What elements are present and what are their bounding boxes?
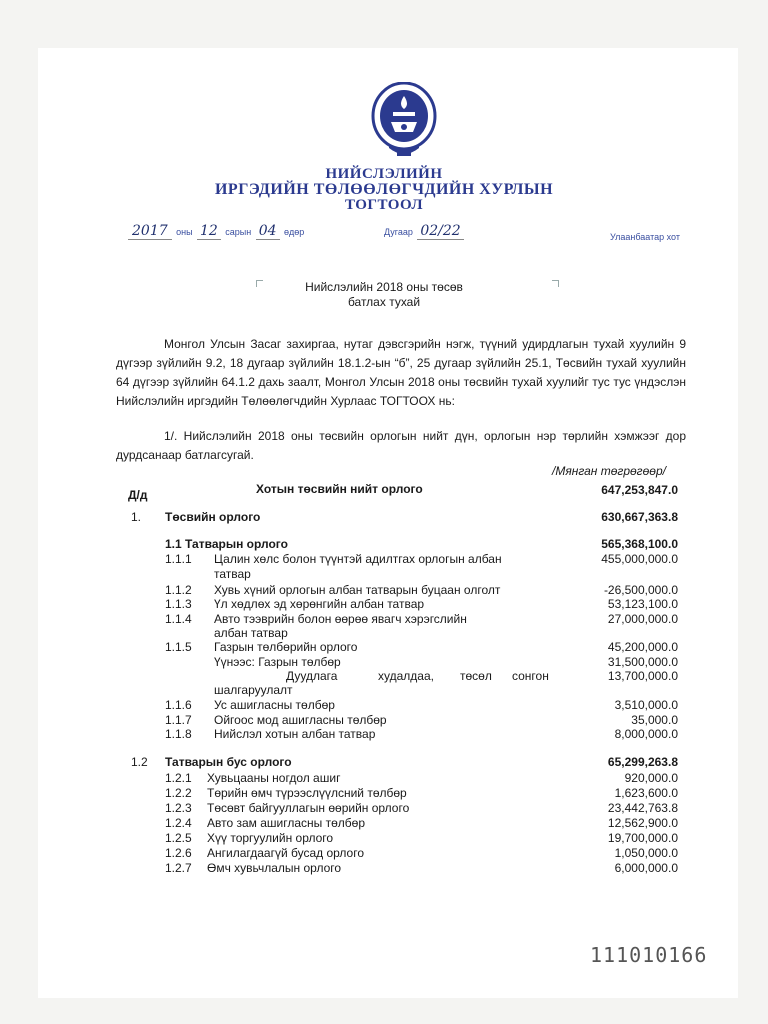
row-number: 1.2.5 xyxy=(165,831,192,845)
row-number: 1.1.4 xyxy=(165,612,192,626)
row-label: Авто тээврийн болон өөрөө явагч хэрэгслийн xyxy=(214,612,467,626)
row-label: Төрийн өмч түрээслүүлсний төлбөр xyxy=(207,786,407,800)
row-sublabel-word: Дуудлага xyxy=(286,669,338,683)
total-label: Хотын төсвийн нийт орлого xyxy=(256,482,423,496)
row-value: 27,000,000.0 xyxy=(607,612,678,626)
row-label: Хүү торгуулийн орлого xyxy=(207,831,334,845)
serial-stamp: 111010166 xyxy=(590,943,708,967)
row-label: Төсөвт байгууллагын өөрийн орлого xyxy=(207,801,410,815)
org-name-line1: НИЙСЛЭЛИЙН xyxy=(325,166,443,182)
date-month: 12 xyxy=(197,223,221,240)
section-1-number: 1. xyxy=(131,510,142,524)
row-value: 8,000,000.0 xyxy=(614,727,678,741)
row-number: 1.2.1 xyxy=(165,771,192,785)
row-sublabel-word: төсөл xyxy=(460,669,492,683)
row-number: 1.2.6 xyxy=(165,846,192,860)
row-label: Цалин хөлс болон түүнтэй адилтгах орлогын албан xyxy=(214,552,502,566)
org-name-line2: ИРГЭДИЙН ТӨЛӨӨЛӨГЧДИЙН ХУРЛЫН xyxy=(214,181,554,198)
row-value: 920,000.0 xyxy=(624,771,678,785)
row-label: Хувьцааны ногдол ашиг xyxy=(207,771,341,785)
preamble-paragraph: Монгол Улсын Засаг захиргаа, нутаг дэвсгэрийн нэгж, түүний удирдлагын тухай хуулийн 9 дүгээр зүйлийн 9.2, 18 дугаар зүйлийн 18.1.2-ын “б”, 25 дугаар зүйлийн 25.1, Төсвийн тухай хуулийн 64 дүгээр зүйлийн 64.1.2 дахь заалт, Монгол Улсын 2018 оны төсвийн тухай хуулийг тус тус үндэслэн Нийслэлийн иргэдийн Төлөөлөгчдийн Хурлаас ТОГТООХ нь: xyxy=(116,337,686,408)
row-label-continued: албан татвар xyxy=(214,626,288,640)
row-number: 1.1.1 xyxy=(165,552,192,566)
number-label: Дугаар xyxy=(384,227,413,237)
row-value: 45,200,000.0 xyxy=(607,640,678,654)
row-number: 1.1.6 xyxy=(165,698,192,712)
section-1-label: Төсвийн орлого xyxy=(165,510,261,524)
row-label: Нийслэл хотын албан татвар xyxy=(214,727,376,741)
row-label-continued: татвар xyxy=(214,567,251,581)
group-1-1-label: 1.1 Татварын орлого xyxy=(165,537,288,551)
row-number: 1.2.7 xyxy=(165,861,192,875)
place: Улаанбаатар хот xyxy=(610,232,680,242)
row-label: Өмч хувьчлалын орлого xyxy=(207,861,342,875)
row-label: Ус ашигласны төлбөр xyxy=(214,698,335,712)
row-subvalue: 13,700,000.0 xyxy=(607,669,678,683)
document-type: ТОГТООЛ xyxy=(344,197,424,213)
row-number: 1.1.5 xyxy=(165,640,192,654)
row-subvalue: 31,500,000.0 xyxy=(607,655,678,669)
row-value: 53,123,100.0 xyxy=(607,597,678,611)
row-number: 1.1.7 xyxy=(165,713,192,727)
column-number-header: Д/д xyxy=(128,488,148,502)
title-line1: Нийслэлийн 2018 оны төсөв xyxy=(305,280,463,294)
row-label: Үл хөдлөх эд хөрөнгийн албан татвар xyxy=(214,597,425,611)
document-number: 02/22 xyxy=(417,223,463,240)
row-sublabel-word: сонгон xyxy=(512,669,549,683)
row-value: -26,500,000.0 xyxy=(603,583,678,597)
row-value: 23,442,763.8 xyxy=(607,801,678,815)
total-value: 647,253,847.0 xyxy=(601,483,678,497)
row-value: 19,700,000.0 xyxy=(607,831,678,845)
section-1-value: 630,667,363.8 xyxy=(601,510,678,524)
group-1-2-label: Татварын бус орлого xyxy=(165,755,292,769)
row-number: 1.1.3 xyxy=(165,597,192,611)
row-label: Ангилагдаагүй бусад орлого xyxy=(207,846,365,860)
row-label: Газрын төлбөрийн орлого xyxy=(214,640,358,654)
row-label: Хувь хүний орлогын албан татварын буцаан олголт xyxy=(214,583,501,597)
row-value: 1,623,600.0 xyxy=(614,786,678,800)
row-number: 1.2.4 xyxy=(165,816,192,830)
month-label: сарын xyxy=(225,227,252,237)
row-sublabel-word: худалдаа, xyxy=(378,669,434,683)
row-value: 455,000,000.0 xyxy=(601,552,678,566)
title-line2: батлах тухай xyxy=(347,295,421,309)
row-value: 1,050,000.0 xyxy=(614,846,678,860)
row-value: 12,562,900.0 xyxy=(607,816,678,830)
group-1-2-number: 1.2 xyxy=(131,755,148,769)
clause-1: 1/. Нийслэлийн 2018 оны төсвийн орлогын нийт дүн, орлогын нэр төрлийн хэмжээг дор дурдсанаар батлагсугай. xyxy=(116,429,686,462)
row-number: 1.2.3 xyxy=(165,801,192,815)
group-1-1-value: 565,368,100.0 xyxy=(601,537,678,551)
row-number: 1.2.2 xyxy=(165,786,192,800)
row-sublabel: Үүнээс: Газрын төлбөр xyxy=(214,655,341,669)
date-year: 2017 xyxy=(128,223,172,240)
row-value: 3,510,000.0 xyxy=(614,698,678,712)
date-day: 04 xyxy=(256,223,280,240)
row-label: Авто зам ашигласны төлбөр xyxy=(207,816,366,830)
row-number: 1.1.8 xyxy=(165,727,192,741)
unit-label: /Мянган төгрөгөөр/ xyxy=(552,464,666,478)
row-number: 1.1.2 xyxy=(165,583,192,597)
row-value: 6,000,000.0 xyxy=(614,861,678,875)
year-label: оны xyxy=(176,227,193,237)
day-label: өдөр xyxy=(283,227,305,237)
row-value: 35,000.0 xyxy=(631,713,678,727)
row-label: Ойгоос мод ашигласны төлбөр xyxy=(214,713,387,727)
row-sublabel-continued: шалгаруулалт xyxy=(214,683,293,697)
date-line xyxy=(128,222,304,240)
number-line xyxy=(384,222,464,240)
group-1-2-value: 65,299,263.8 xyxy=(607,755,678,769)
soyombo-emblem-icon xyxy=(371,82,437,162)
